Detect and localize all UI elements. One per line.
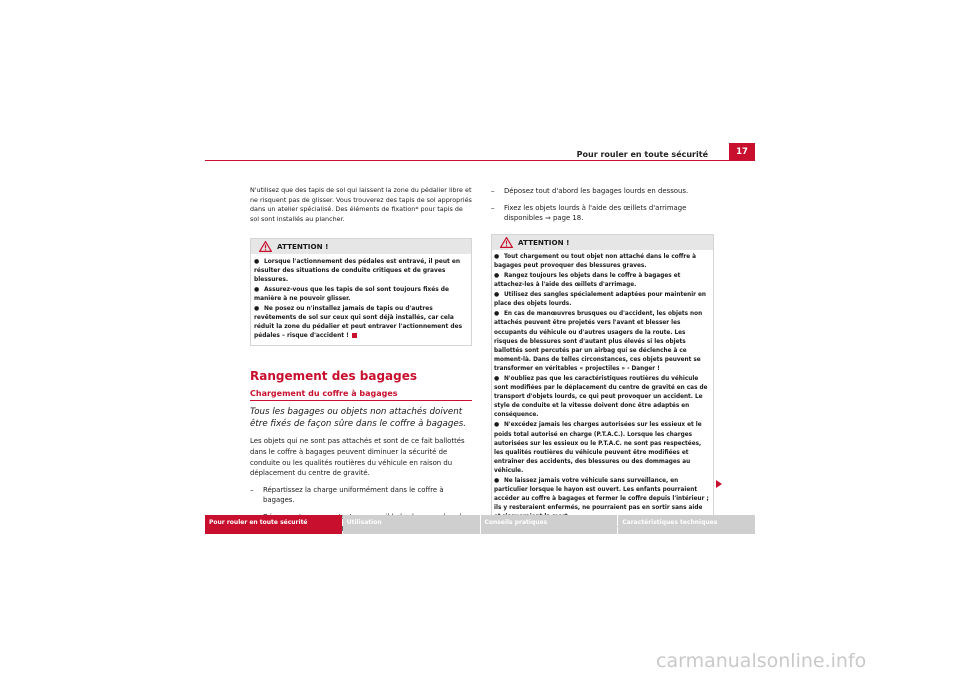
body-paragraph: Les objets qui ne sont pas attachés et sont de ce fait ballottés dans le coffre à bagages peuvent diminuer la sécurité de conduite ou les qualités routières du véhicule en raison du déplacement du centre de gravité. [250, 437, 465, 478]
bullet-icon: ● [254, 258, 260, 266]
warning-header [251, 239, 471, 254]
warning-item: ● Ne laissez jamais votre véhicule sans surveillance, en particulier lorsque le hayon est ouvert. Les enfants pourraient accéder au coffre à bagages et fermer le coffre depuis l'intérieur ; ils y resteraient enfermés, ne pourraient pas en sortir sans aide [494, 477, 709, 512]
intro-paragraph: N'utilisez que des tapis de sol qui laissent la zone du pédalier libre et ne risquent pas de glisser. Vous trouverez des tapis de sol appropriés dans un atelier spécialisé. Des éléments de fixation* pour tapis de sol sont installés au plancher. [250, 186, 472, 223]
header-rule [205, 160, 755, 161]
bullet-icon: ● [254, 286, 260, 294]
warning-title: ATTENTION ! [277, 242, 329, 252]
warning-body [251, 254, 471, 345]
warning-title: ATTENTION ! [518, 237, 570, 247]
warning-item: ● Tout chargement ou tout objet non attaché dans le coffre à bagages peut provoquer des blessures graves. [494, 252, 697, 269]
warning-triangle-icon [259, 241, 272, 252]
continue-arrow-icon [716, 480, 722, 488]
warning-item: ● N'oubliez pas que les caractéristiques routières du véhicule sont modifiées par le déplacement du centre de gravité en cas de transport d'objets lourds, ce qui peut provoquer un accident. Le style de conduite et la vitesse doivent donc être adaptés en conséquence. [494, 375, 708, 419]
warning-header [492, 235, 713, 250]
bullet-icon: ● [494, 310, 500, 318]
warning-item: ● En cas de manœuvres brusques ou d'accident, les objets non attachés peuvent être projetés vers l'avant et blesser les occupants du véhicule ou d'autres usagers de la route. Les risques de blessures sont d'autant plus élevés si les objets ballottés sont percutés par un airbag qui se déclenche à ce moment-là. Dans de telles circonstances, ces objets peuvent se transformer en véritables « projectiles » - Danger ! [494, 310, 703, 372]
warning-box-floor-mats [250, 238, 472, 346]
warning-item: ● Ne posez ou n'installez jamais de tapis ou d'autres revêtements de sol sur ceux qui sont déjà installés, car cela réduit la zone du pédalier et peut entraver l'actionnement des pédales – risque d'accident ! [254, 305, 463, 340]
tab-pour-rouler[interactable]: Pour rouler en toute sécurité [205, 515, 342, 534]
end-of-section-icon [352, 333, 357, 338]
warning-item: ● N'excédez jamais les charges autorisées sur les essieux et le poids total autorisé en charge (P.T.A.C.). Lorsque les charges autorisées sur les essieux ou le P.T.A.C. ne sont pas respectées, les qualités routières du véhicule peuvent être modifiées et entraîner des accidents, des blessures ou des dommages au véhicule. [494, 421, 702, 474]
warning-box-luggage [491, 234, 714, 527]
bullet-icon: ● [254, 305, 260, 313]
step-item: – Déposez tout d'abord les bagages lourds en dessous. [491, 187, 689, 195]
footer-nav [205, 515, 755, 534]
dash-icon: – [250, 485, 254, 494]
warning-item: ● Rangez toujours les objets dans le coffre à bagages et attachez-les à l'aide des œillets d'arrimage. [494, 271, 681, 289]
warning-triangle-icon [500, 237, 513, 248]
tab-conseils-pratiques[interactable]: Conseils pratiques [481, 515, 618, 534]
step-item: – Fixez les objets lourds à l'aide des œillets d'arrimage disponibles ⇒ page 18. [491, 203, 687, 223]
step-item: – Répartissez la charge uniformément dans le coffre à bagages. [250, 485, 444, 505]
warning-item: ● Lorsque l'actionnement des pédales est entravé, il peut en résulter des situations de conduite critiques et de graves blessures. [254, 258, 461, 284]
bullet-icon: ● [494, 291, 500, 299]
tab-utilisation[interactable]: Utilisation [343, 515, 480, 534]
warning-body [492, 250, 713, 526]
bullet-icon: ● [494, 252, 500, 260]
page-number: 17 [729, 143, 755, 161]
bullet-icon: ● [494, 421, 500, 429]
warning-item: ● Assurez-vous que les tapis de sol sont toujours fixés de manière à ne pouvoir glisser. [254, 286, 449, 303]
lead-paragraph: Tous les bagages ou objets non attachés doivent être fixés de façon sûre dans le coffre à bagages. [250, 407, 466, 430]
bullet-icon: ● [494, 375, 500, 382]
section-title: Rangement des bagages [250, 369, 418, 384]
right-column [491, 186, 714, 527]
subsection-header [250, 388, 472, 401]
left-column [250, 186, 472, 533]
dash-icon: – [491, 187, 495, 195]
subsection-title: Chargement du coffre à bagages [250, 389, 398, 399]
dash-icon: – [491, 203, 495, 212]
warning-item: ● Utilisez des sangles spécialement adaptées pour maintenir en place des objets lourds. [494, 291, 706, 308]
running-header-title: Pour rouler en toute sécurité [576, 150, 708, 159]
bullet-icon: ● [494, 271, 500, 279]
watermark: carmanualsonline.info [656, 650, 867, 672]
bullet-icon: ● [494, 477, 500, 485]
tab-caracteristiques-techniques[interactable]: Caractéristiques techniques [618, 515, 755, 534]
